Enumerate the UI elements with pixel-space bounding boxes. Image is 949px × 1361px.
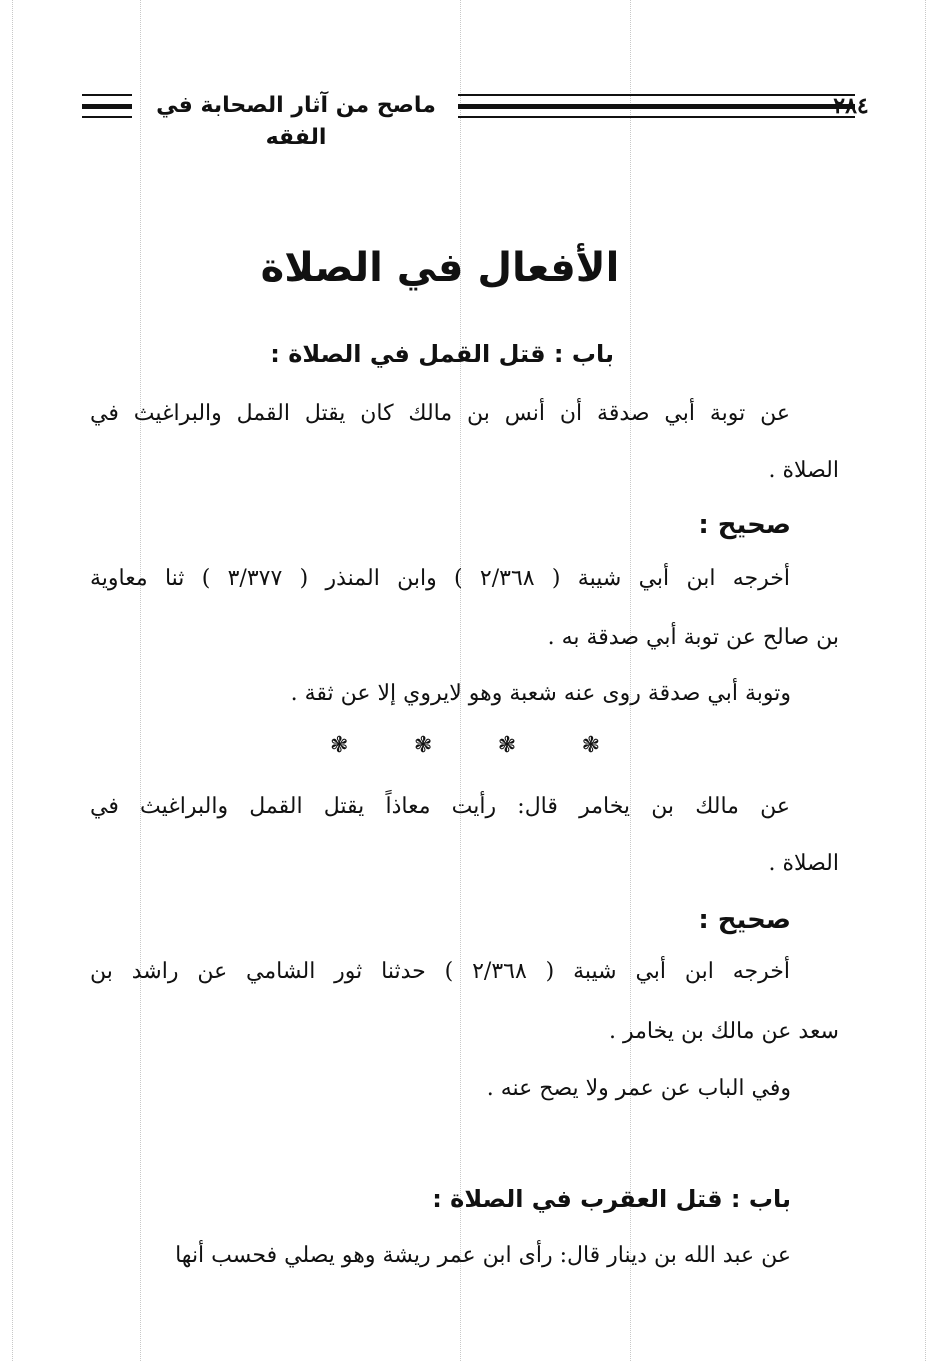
flower-ornament-icon: ❃ bbox=[581, 733, 600, 758]
header-rule-left bbox=[82, 94, 132, 118]
hadith-text-line: عن مالك بن يخامر قال: رأيت معاذاً يقتل القمل والبراغيث في bbox=[90, 794, 790, 819]
page-number: ٢٨٤ bbox=[833, 93, 869, 119]
flower-ornament-icon: ❃ bbox=[413, 733, 433, 758]
grade-label: صحيح : bbox=[698, 905, 791, 935]
source-text-line: بن صالح عن توبة أبي صدقة به . bbox=[547, 625, 839, 650]
grade-label: صحيح : bbox=[698, 510, 791, 540]
scan-guide-line bbox=[925, 0, 926, 1361]
section-separator bbox=[330, 733, 600, 758]
hadith-text-line: عن عبد الله بن دينار قال: رأى ابن عمر ريشة وهو يصلي فحسب أنها bbox=[175, 1243, 791, 1268]
flower-ornament-icon: ❃ bbox=[497, 733, 517, 758]
source-text-line: سعد عن مالك بن يخامر . bbox=[609, 1019, 839, 1044]
chapter-title: الأفعال في الصلاة bbox=[260, 245, 620, 291]
header-rule-middle bbox=[458, 94, 818, 118]
section-heading: باب : قتل العقرب في الصلاة : bbox=[432, 1185, 791, 1213]
note-text: وفي الباب عن عمر ولا يصح عنه . bbox=[486, 1076, 791, 1101]
book-title: ماصح من آثار الصحابة في الفقه bbox=[156, 93, 436, 150]
hadith-text-line: الصلاة . bbox=[768, 851, 839, 876]
scan-guide-line bbox=[140, 0, 141, 1361]
hadith-text-line: عن توبة أبي صدقة أن أنس بن مالك كان يقتل القمل والبراغيث في bbox=[90, 401, 790, 426]
note-text: وتوبة أبي صدقة روى عنه شعبة وهو لايروي إلا عن ثقة . bbox=[290, 681, 791, 706]
scan-guide-line bbox=[12, 0, 13, 1361]
flower-ornament-icon: ❃ bbox=[330, 733, 349, 758]
running-header bbox=[80, 90, 869, 150]
source-text-line: أخرجه ابن أبي شيبة ( ٢/٣٦٨ ) وابن المنذر ( ٣/٣٧٧ ) ثنا معاوية bbox=[90, 566, 790, 591]
source-text-line: أخرجه ابن أبي شيبة ( ٢/٣٦٨ ) حدثنا ثور الشامي عن راشد بن bbox=[90, 959, 790, 984]
section-heading: باب : قتل القمل في الصلاة : bbox=[270, 340, 614, 368]
hadith-text-line: الصلاة . bbox=[768, 458, 839, 483]
